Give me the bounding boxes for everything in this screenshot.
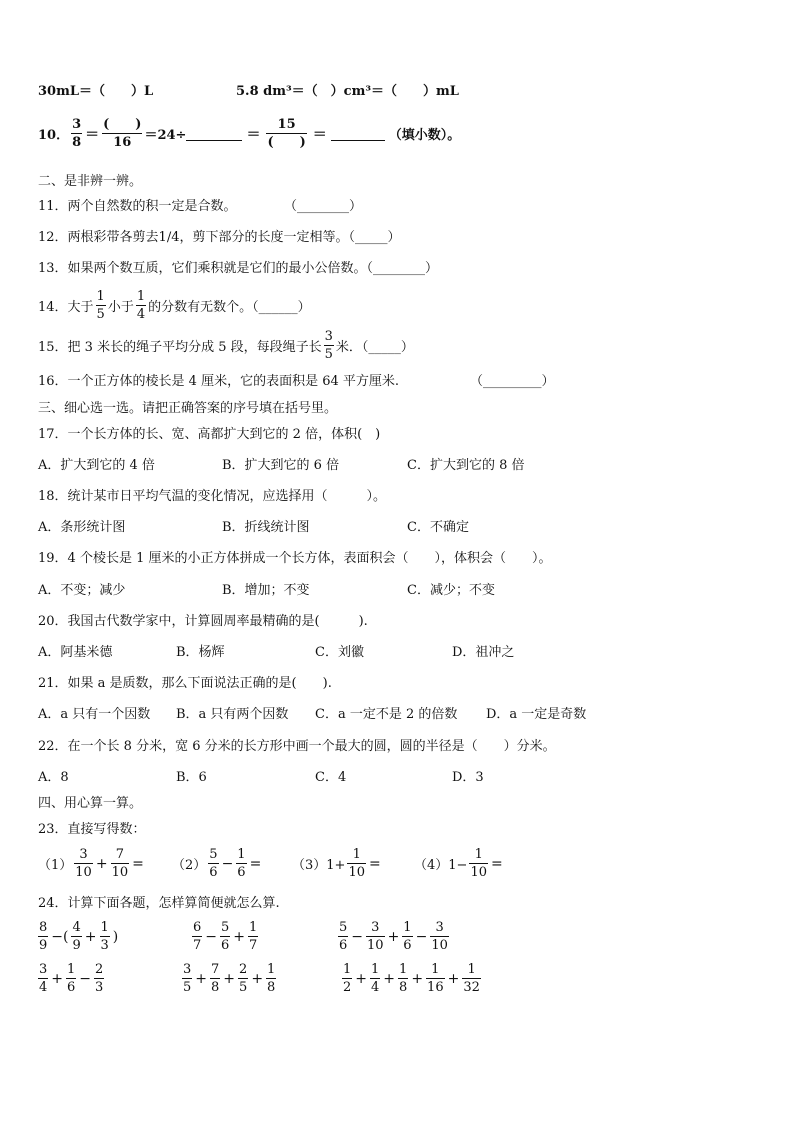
answer-blank[interactable] [186, 126, 242, 141]
units-line-part2: 5.8 dm³＝（ ）cm³＝（ ）mL [236, 84, 459, 99]
fraction-numerator: 1 [399, 962, 408, 977]
option-c[interactable]: C．不确定 [407, 520, 469, 535]
fraction-bar [96, 305, 106, 306]
fraction-numerator: ( ) [103, 117, 142, 132]
fraction-numerator: 1 [371, 962, 380, 977]
fraction-numerator: 15 [277, 117, 296, 132]
fraction-denominator: 4 [39, 980, 48, 995]
fraction-numerator: 1 [352, 847, 361, 862]
fraction-numerator: 3 [435, 920, 444, 935]
fraction-denominator: ( ) [267, 135, 306, 150]
fraction-denominator: 6 [237, 865, 246, 880]
item-label: （3）1+ [292, 858, 346, 873]
fraction-denominator: 4 [371, 980, 380, 995]
fraction [94, 962, 104, 995]
item-label: （4）1− [414, 858, 468, 873]
option-d[interactable]: D．3 [452, 770, 484, 785]
fraction-bar [398, 978, 408, 979]
fraction-numerator: 1 [100, 920, 109, 935]
equals-sign: ＝ [246, 126, 261, 143]
fraction-denominator: 16 [113, 135, 132, 150]
operator: − [221, 855, 234, 872]
option-c[interactable]: C．a 一定不是 2 的倍数 [315, 707, 458, 722]
fraction [182, 962, 192, 995]
fraction-numerator: 3 [79, 847, 88, 862]
option-a[interactable]: A．扩大到它的 4 倍 [38, 458, 155, 473]
fraction [111, 847, 130, 880]
fraction-denominator: 6 [403, 938, 412, 953]
fraction [462, 962, 481, 995]
fraction [66, 962, 76, 995]
question-16-blank[interactable]: （_________） [470, 374, 555, 389]
question-14 [38, 289, 311, 322]
fraction-denominator: 16 [427, 980, 444, 995]
fraction [248, 920, 258, 953]
option-a[interactable]: A．阿基米德 [38, 645, 113, 660]
fraction-numerator: 7 [115, 847, 124, 862]
equals-sign: ＝ [85, 126, 100, 143]
question-15 [38, 329, 414, 362]
fraction-numerator: 1 [267, 962, 276, 977]
fraction-denominator: 6 [221, 938, 230, 953]
question-10-tail: （填小数）。 [388, 128, 461, 143]
option-a[interactable]: A．不变；减少 [38, 583, 126, 598]
question-19: 19．4 个棱长是 1 厘米的小正方体拼成一个长方体，表面积会（ ），体积会（ ）。 [38, 551, 552, 566]
question-10-number: 10． [38, 128, 70, 143]
fraction-denominator: 5 [183, 980, 192, 995]
answer-blank[interactable] [331, 126, 385, 141]
fraction-bar [238, 978, 248, 979]
fraction-denominator: 10 [431, 938, 448, 953]
fraction-bar [182, 978, 192, 979]
option-c[interactable]: C．减少；不变 [407, 583, 495, 598]
fraction-numerator: 1 [96, 289, 105, 304]
fraction-numerator: 1 [249, 920, 258, 935]
option-b[interactable]: B．增加；不变 [222, 583, 310, 598]
item-label: （1） [38, 858, 73, 873]
fraction [210, 962, 220, 995]
fraction-denominator: 8 [72, 135, 82, 150]
fraction-bar [430, 936, 449, 937]
fraction-numerator: 1 [343, 962, 352, 977]
operator: = [249, 855, 262, 872]
operator: ) [112, 928, 119, 945]
fraction-numerator: 5 [209, 847, 218, 862]
fraction-bar [136, 305, 146, 306]
fraction-denominator: 32 [463, 980, 480, 995]
fraction-bar [469, 863, 488, 864]
fraction-numerator: 1 [136, 289, 146, 304]
question-17: 17．一个长方体的长、宽、高都扩大到它的 2 倍，体积( ) [38, 427, 381, 442]
question-10 [38, 117, 460, 150]
question-24: 24．计算下面各题，怎样算简便就怎么算. [38, 896, 280, 911]
fraction-numerator: 3 [72, 117, 82, 132]
operator: −( [51, 928, 69, 945]
fraction-numerator: 1 [474, 847, 483, 862]
fraction-denominator: 10 [367, 938, 384, 953]
fraction [208, 847, 218, 880]
fraction [220, 920, 230, 953]
fraction-denominator: 2 [343, 980, 352, 995]
fraction [370, 962, 380, 995]
fraction-denominator: 3 [100, 938, 109, 953]
operator: + [411, 970, 424, 987]
fraction-bar [462, 978, 481, 979]
fraction [266, 962, 276, 995]
operator: + [387, 928, 400, 945]
fraction-bar [338, 936, 348, 937]
option-b[interactable]: B．杨辉 [176, 645, 225, 660]
fraction-numerator: 1 [237, 847, 246, 862]
fraction-bar [402, 936, 412, 937]
q23-item-2 [172, 847, 262, 880]
operator: + [251, 970, 264, 987]
fraction-bar [100, 936, 110, 937]
question-12: 12．两根彩带各剪去1/4，剪下部分的长度一定相等。（_____） [38, 230, 401, 245]
section-3-title: 三、细心选一选。请把正确答案的序号填在括号里。 [38, 401, 338, 416]
fraction [238, 962, 248, 995]
fraction-15-blank [266, 117, 306, 150]
fraction-numerator: 2 [239, 962, 248, 977]
item-label: （2） [172, 858, 207, 873]
fraction [38, 962, 48, 995]
fraction-numerator: 1 [467, 962, 476, 977]
fraction [347, 847, 366, 880]
q24-expression-4 [36, 962, 106, 995]
question-18: 18．统计某市日平均气温的变化情况，应选择用（ ）。 [38, 489, 387, 504]
fraction-denominator: 4 [136, 307, 146, 322]
question-21: 21．如果 a 是质数，那么下面说法正确的是( ). [38, 676, 332, 691]
option-c[interactable]: C．4 [315, 770, 347, 785]
operator: + [355, 970, 368, 987]
fraction-bar [266, 133, 306, 134]
fraction-numerator: 3 [183, 962, 192, 977]
q24-expression-1 [36, 920, 119, 953]
fraction [38, 920, 48, 953]
fraction-denominator: 5 [96, 307, 105, 322]
option-a[interactable]: A．a 只有一个因数 [38, 707, 151, 722]
equals-sign: ＝ [312, 126, 327, 143]
fraction [398, 962, 408, 995]
fraction [430, 920, 449, 953]
q24-expression-3 [336, 920, 451, 953]
q23-item-1 [38, 847, 145, 880]
fraction-numerator: 7 [211, 962, 220, 977]
fraction-numerator: 4 [72, 920, 81, 935]
question-20: 20．我国古代数学家中，计算圆周率最精确的是( ). [38, 614, 368, 629]
operator: = [490, 855, 503, 872]
fraction-denominator: 7 [249, 938, 258, 953]
fraction-1-5 [96, 289, 106, 322]
fraction-denominator: 6 [339, 938, 348, 953]
fraction-bar [94, 978, 104, 979]
fraction [236, 847, 246, 880]
operator: − [415, 928, 428, 945]
question-10-middle: ＝24÷ [144, 128, 187, 143]
fraction-bar [71, 936, 81, 937]
fraction [426, 962, 445, 995]
fraction-3-8 [71, 117, 82, 150]
fraction-bar [66, 978, 76, 979]
section-4-title: 四、用心算一算。 [38, 796, 143, 811]
option-b[interactable]: B．扩大到它的 6 倍 [222, 458, 340, 473]
fraction-numerator: 3 [39, 962, 48, 977]
fraction-bar [324, 345, 334, 346]
fraction-bar [342, 978, 352, 979]
fraction-denominator: 10 [348, 865, 365, 880]
fraction-bar [74, 863, 93, 864]
fraction [402, 920, 412, 953]
fraction-denominator: 7 [193, 938, 202, 953]
fraction-bar [111, 863, 130, 864]
operator: = [368, 855, 381, 872]
section-2-title: 二、是非辨一辨。 [38, 174, 143, 189]
fraction-1-4 [136, 289, 146, 322]
q24-expression-2 [190, 920, 260, 953]
option-a[interactable]: A．8 [38, 770, 69, 785]
operator: + [51, 970, 64, 987]
fraction [469, 847, 488, 880]
fraction [100, 920, 110, 953]
fraction-numerator: 3 [324, 329, 333, 344]
question-11: 11．两个自然数的积一定是合数。 [38, 199, 237, 214]
units-line-part1: 30mL＝（ ）L [38, 84, 154, 99]
fraction-blank-16 [102, 117, 142, 150]
fraction-bar [208, 863, 218, 864]
fraction-denominator: 8 [267, 980, 276, 995]
operator: + [95, 855, 108, 872]
fraction [342, 962, 352, 995]
fraction-bar [236, 863, 246, 864]
fraction [338, 920, 348, 953]
fraction-bar [426, 978, 445, 979]
question-23: 23．直接写得数： [38, 822, 146, 837]
fraction-bar [210, 978, 220, 979]
option-d[interactable]: D．a 一定是奇数 [486, 707, 587, 722]
q23-item-3 [292, 847, 382, 880]
fraction-bar [71, 133, 82, 134]
fraction-denominator: 9 [72, 938, 81, 953]
fraction [366, 920, 385, 953]
fraction-bar [248, 936, 258, 937]
fraction-bar [192, 936, 202, 937]
fraction-denominator: 5 [239, 980, 248, 995]
fraction-bar [102, 133, 142, 134]
operator: + [84, 928, 97, 945]
operator: − [79, 970, 92, 987]
fraction-bar [370, 978, 380, 979]
option-c[interactable]: C．刘徽 [315, 645, 364, 660]
fraction [71, 920, 81, 953]
operator: − [205, 928, 218, 945]
operator: = [132, 855, 144, 872]
fraction-denominator: 8 [399, 980, 408, 995]
question-14-middle: 小于 [107, 300, 134, 315]
question-13: 13．如果两个数互质，它们乘积就是它们的最小公倍数。（________） [38, 261, 439, 276]
fraction-denominator: 10 [470, 865, 487, 880]
fraction-bar [220, 936, 230, 937]
fraction-denominator: 5 [324, 347, 333, 362]
fraction-denominator: 9 [39, 938, 48, 953]
question-22: 22．在一个长 8 分米，宽 6 分米的长方形中画一个最大的圆，圆的半径是（ ）分米。 [38, 739, 556, 754]
fraction-numerator: 1 [403, 920, 412, 935]
fraction-bar [266, 978, 276, 979]
fraction-bar [347, 863, 366, 864]
fraction-denominator: 8 [211, 980, 220, 995]
q23-item-4 [414, 847, 504, 880]
fraction-bar [366, 936, 385, 937]
option-b[interactable]: B．6 [176, 770, 207, 785]
fraction-denominator: 10 [75, 865, 92, 880]
q24-expression-5 [180, 962, 278, 995]
question-14-prefix: 14．大于 [38, 300, 94, 315]
question-16: 16．一个正方体的棱长是 4 厘米，它的表面积是 64 平方厘米. [38, 374, 400, 389]
option-b[interactable]: B．a 只有两个因数 [176, 707, 289, 722]
fraction-numerator: 3 [371, 920, 380, 935]
fraction-numerator: 1 [431, 962, 440, 977]
operator: + [195, 970, 208, 987]
question-15-suffix: 米．（_____） [335, 340, 414, 355]
option-b[interactable]: B．折线统计图 [222, 520, 310, 535]
fraction-denominator: 6 [209, 865, 218, 880]
fraction [192, 920, 202, 953]
fraction-denominator: 6 [67, 980, 76, 995]
operator: − [351, 928, 364, 945]
fraction-denominator: 3 [95, 980, 104, 995]
option-d[interactable]: D．祖冲之 [452, 645, 515, 660]
question-14-suffix: 的分数有无数个。（______） [148, 300, 311, 315]
fraction-bar [38, 978, 48, 979]
operator: + [383, 970, 396, 987]
operator: + [223, 970, 236, 987]
q24-expression-6 [340, 962, 483, 995]
fraction-numerator: 5 [221, 920, 230, 935]
operator: + [233, 928, 246, 945]
operator: + [447, 970, 460, 987]
fraction-numerator: 6 [193, 920, 202, 935]
fraction-numerator: 1 [67, 962, 76, 977]
option-c[interactable]: C．扩大到它的 8 倍 [407, 458, 525, 473]
fraction-denominator: 10 [111, 865, 129, 880]
fraction-bar [38, 936, 48, 937]
fraction-numerator: 8 [39, 920, 48, 935]
fraction-numerator: 2 [95, 962, 104, 977]
fraction-numerator: 5 [339, 920, 348, 935]
option-a[interactable]: A．条形统计图 [38, 520, 126, 535]
question-11-blank[interactable]: （________） [284, 199, 363, 214]
question-15-prefix: 15．把 3 米长的绳子平均分成 5 段，每段绳子长 [38, 340, 322, 355]
fraction-3-5 [324, 329, 334, 362]
fraction [74, 847, 93, 880]
